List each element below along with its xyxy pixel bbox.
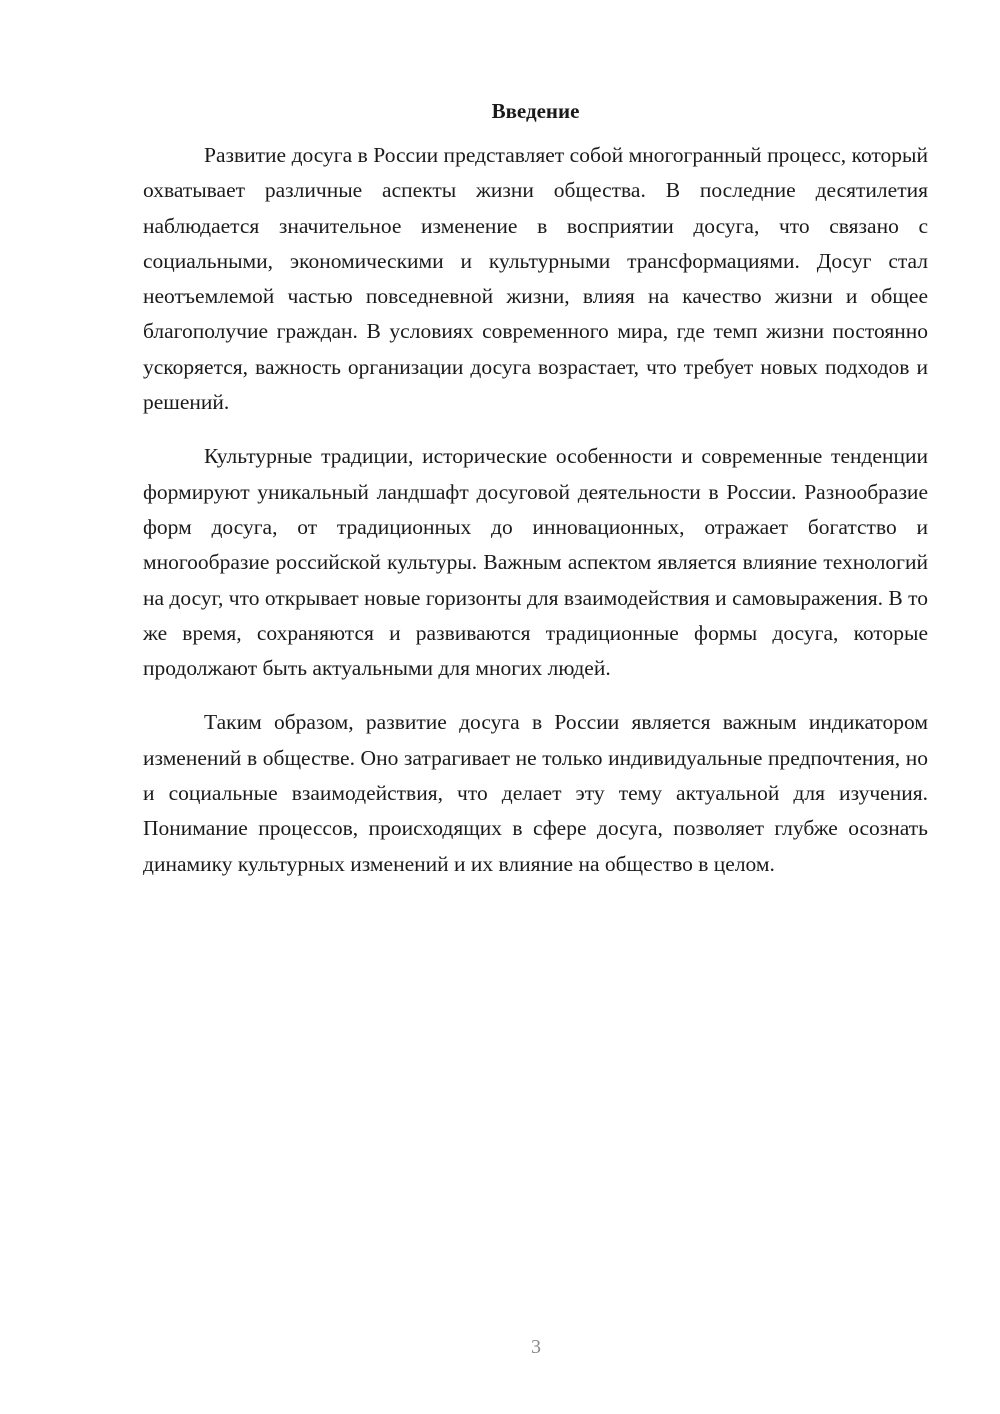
section-heading: Введение [491,99,580,123]
page-content [143,96,928,901]
paragraph-1: Развитие досуга в России представляет собой многогранный процесс, который охватывает различные аспекты жизни общества. В последние десятилетия наблюдается значительное изменение в восприятии досуга, что связано с социальными, экономическими и культурными трансформациями. Досуг стал неотъемлемой частью повседневной жизни, влияя на качество жизни и общее благополучие граждан. В условиях современного мира, где темп жизни постоянно ускоряется, важность организации досуга возрастает, что требует новых подходов и решений. [143,143,928,415]
paragraph-2: Культурные традиции, исторические особенности и современные тенденции формируют уникальный ландшафт досуговой деятельности в России. Разнообразие форм досуга, от традиционных до инновационных, отражает богатство и многообразие российской культуры. Важным аспектом является влияние технологий на досуг, что открывает новые горизонты для взаимодействия и самовыражения. В то же время, сохраняются и развиваются традиционные формы досуга, которые продолжают быть актуальными для многих людей. [143,444,929,681]
page-number: 3 [531,1336,541,1358]
paragraph-3: Таким образом, развитие досуга в России является важным индикатором изменений в обществе. Оно затрагивает не только индивидуальные предпочтения, но и социальные взаимодействия, что делает эту тему актуальной для изучения. Понимание процессов, происходящих в сфере досуга, позволяет глубже осознать динамику культурных изменений и их влияние на общество в целом. [143,710,928,876]
